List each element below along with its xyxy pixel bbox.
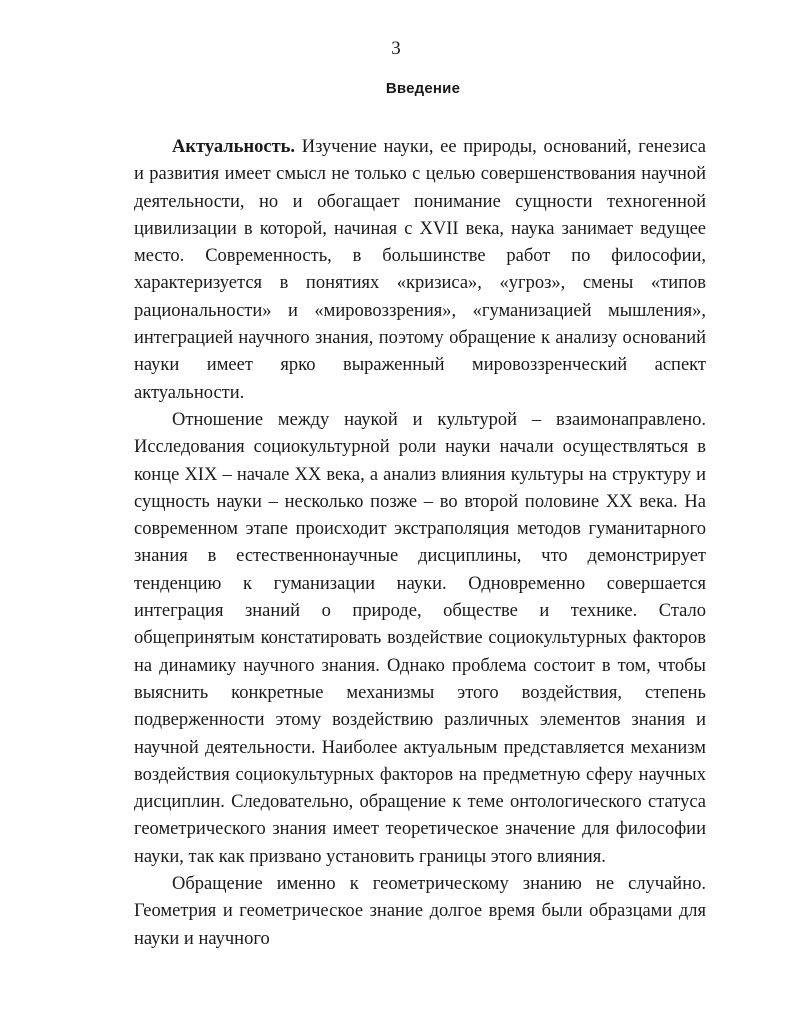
section-heading: Введение: [385, 80, 461, 97]
paragraph-relevance: [134, 134, 706, 407]
page-number: 3: [391, 38, 401, 59]
body-text: [134, 134, 706, 953]
paragraph-geometry: [134, 871, 706, 953]
paragraph-text: Отношение между наукой и культурой – взаимонаправлено. Исследования социокультурной роли науки начали осуществляться в конце XIX – начале XX века, а анализ влияния культуры на структуру и сущность науки – несколько позже – во второй половине XX века. На современном этапе происходит экстраполяция методов гуманитарного знания в естественнонаучные дисциплины, что демонстрирует тенденцию к гуманизации науки. Одновременно совершается интеграция знаний о природе, обществе и технике. Стало общепринятым констатировать воздействие социокультурных факторов на динамику научного знания. Однако проблема состоит в том, чтобы выяснить конкретные механизмы этого воздействия, степень подверженности этому воздействию различных элементов знания и научной деятельности. Наиболее актуальным представляется механизм воздействия социокультурных факторов на предметную сферу научных дисциплин. Следовательно, обращение к теме онтологического статуса геометрического знания имеет теоретическое значение для философии науки, так как призвано установить границы этого влияния.: [134, 409, 706, 867]
paragraph-text: Изучение науки, ее природы, оснований, генезиса и развития имеет смысл не только с целью совершенствования научной деятельности, но и обогащает понимание сущности техногенной цивилизации в которой, начиная с XVII века, наука занимает ведущее место. Современность, в большинстве работ по философии, характеризуется в понятиях «кризиса», «угроз», смены «типов рациональности» и «мировоззрения», «гуманизацией мышления», интеграцией научного знания, поэтому обращение к анализу оснований науки имеет ярко выраженный мировоззренческий аспект актуальности.: [134, 137, 706, 403]
paragraph-text: Обращение именно к геометрическому знанию не случайно. Геометрия и геометрическое знание долгое время были образцами для науки и научного: [134, 874, 706, 949]
paragraph-science-culture: [134, 407, 706, 871]
paragraph-lead: Актуальность.: [172, 137, 296, 157]
